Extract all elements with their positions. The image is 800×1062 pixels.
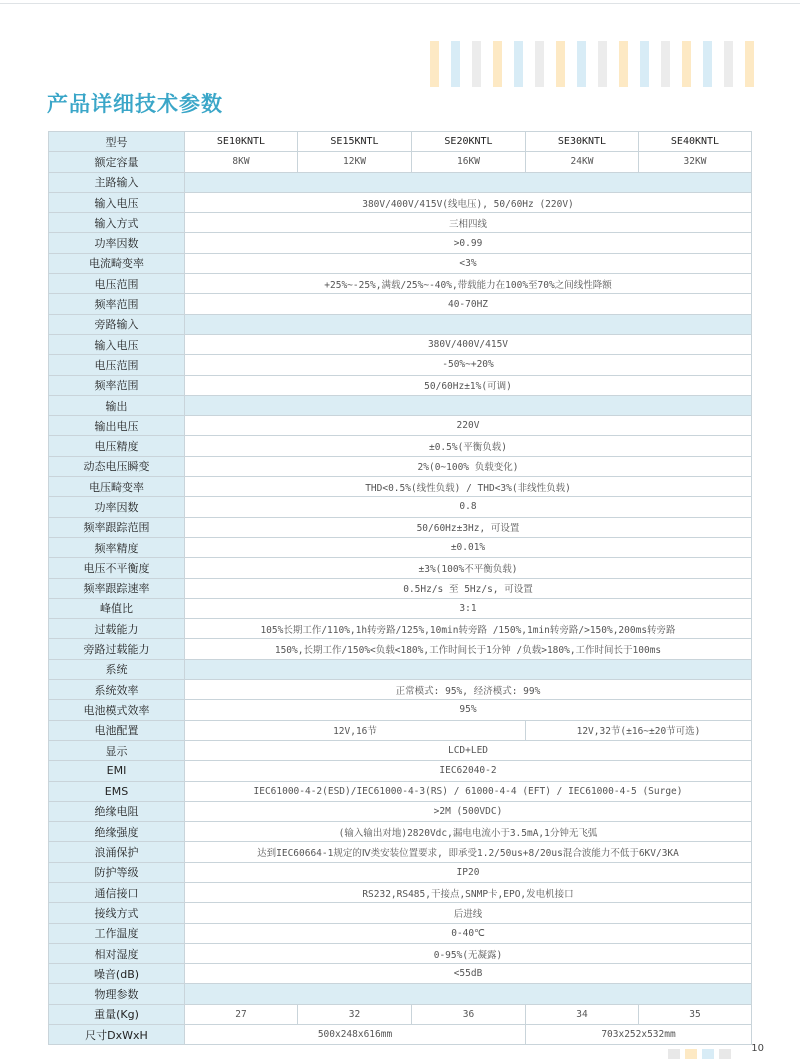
table-row	[49, 639, 752, 659]
stripe	[619, 41, 628, 87]
row-value: 50/60Hz±1%(可调)	[185, 375, 752, 395]
row-cell: 32KW	[639, 152, 752, 172]
table-row	[49, 192, 752, 212]
row-label: 接线方式	[49, 903, 185, 923]
row-value: 3:1	[185, 598, 752, 618]
table-row	[49, 233, 752, 253]
row-label: 电压精度	[49, 436, 185, 456]
row-value: LCD+LED	[185, 740, 752, 760]
row-label: 输出电压	[49, 416, 185, 436]
page-title: 产品详细技术参数	[47, 92, 223, 116]
section-title: 输出	[49, 395, 185, 415]
row-value: 后进线	[185, 903, 752, 923]
row-label: 电池配置	[49, 720, 185, 740]
footer-stripe	[668, 1049, 680, 1059]
row-value: 50/60Hz±3Hz, 可设置	[185, 517, 752, 537]
stripe	[661, 41, 670, 87]
row-value: 380V/400V/415V	[185, 334, 752, 354]
table-row	[49, 375, 752, 395]
row-label: 工作温度	[49, 923, 185, 943]
row-cell: 27	[185, 1004, 298, 1024]
row-label: 电压范围	[49, 274, 185, 294]
row-cell: 12KW	[298, 152, 412, 172]
row-value: (输入输出对地)2820Vdc,漏电电流小于3.5mA,1分钟无飞弧	[185, 822, 752, 842]
table-row	[49, 964, 752, 984]
row-value: IP20	[185, 862, 752, 882]
row-value: ±3%(100%不平衡负载)	[185, 558, 752, 578]
page-number: 10	[751, 1043, 764, 1054]
row-value: >2M (500VDC)	[185, 801, 752, 821]
footer-stripes	[668, 1049, 736, 1059]
row-label: 显示	[49, 740, 185, 760]
row-cell: 500x248x616mm	[185, 1025, 526, 1045]
footer-stripe	[685, 1049, 697, 1059]
row-label: 电流畸变率	[49, 253, 185, 273]
table-row	[49, 1025, 752, 1045]
row-value: <3%	[185, 253, 752, 273]
row-label: 频率范围	[49, 294, 185, 314]
row-value: >0.99	[185, 233, 752, 253]
row-cell: 12V,32节(±16~±20节可选)	[526, 720, 752, 740]
row-cell: 16KW	[412, 152, 526, 172]
column-header-label: 型号	[49, 132, 185, 152]
stripe	[703, 41, 712, 87]
row-value: 105%长期工作/110%,1h转旁路/125%,10min转旁路 /150%,1min转旁路/>150%,200ms转旁路	[185, 619, 752, 639]
row-label: 相对湿度	[49, 943, 185, 963]
stripe	[514, 41, 523, 87]
model-header: SE10KNTL	[185, 132, 298, 152]
section-row	[49, 395, 752, 415]
row-label: 电压范围	[49, 355, 185, 375]
stripe	[724, 41, 733, 87]
section-row	[49, 314, 752, 334]
section-fill	[185, 984, 752, 1004]
table-row	[49, 822, 752, 842]
table-row	[49, 416, 752, 436]
row-label: 频率跟踪范围	[49, 517, 185, 537]
table-row	[49, 456, 752, 476]
row-cell: 35	[639, 1004, 752, 1024]
table-row	[49, 497, 752, 517]
row-value: <55dB	[185, 964, 752, 984]
row-cell: 8KW	[185, 152, 298, 172]
row-value: 150%,长期工作/150%<负载<180%,工作时间长于1分钟 /负载>180%,工作时间长于100ms	[185, 639, 752, 659]
row-label: 功率因数	[49, 233, 185, 253]
table-row	[49, 334, 752, 354]
table-row	[49, 517, 752, 537]
section-fill	[185, 314, 752, 334]
row-cell: 36	[412, 1004, 526, 1024]
table-header-row	[49, 132, 752, 152]
row-cell: 12V,16节	[185, 720, 526, 740]
section-row	[49, 659, 752, 679]
row-cell: 24KW	[526, 152, 639, 172]
table-row	[49, 903, 752, 923]
table-row	[49, 558, 752, 578]
row-label: 绝缘电阻	[49, 801, 185, 821]
row-value: 380V/400V/415V(线电压), 50/60Hz (220V)	[185, 192, 752, 212]
table-row	[49, 213, 752, 233]
section-fill	[185, 172, 752, 192]
table-row	[49, 578, 752, 598]
row-label: 动态电压瞬变	[49, 456, 185, 476]
row-label: 旁路过载能力	[49, 639, 185, 659]
row-label: 噪音(dB)	[49, 964, 185, 984]
row-value: 达到IEC60664-1规定的Ⅳ类安装位置要求, 即承受1.2/50us+8/20us混合波能力不低于6KV/3KA	[185, 842, 752, 862]
table-row	[49, 152, 752, 172]
stripe	[535, 41, 544, 87]
table-row	[49, 598, 752, 618]
table-row	[49, 700, 752, 720]
section-row	[49, 984, 752, 1004]
row-value: ±0.01%	[185, 537, 752, 557]
stripe	[493, 41, 502, 87]
row-label: 电池模式效率	[49, 700, 185, 720]
row-label: 额定容量	[49, 152, 185, 172]
table-row	[49, 862, 752, 882]
row-cell: 32	[298, 1004, 412, 1024]
model-header: SE40KNTL	[639, 132, 752, 152]
row-label: 峰值比	[49, 598, 185, 618]
stripe	[745, 41, 754, 87]
model-header: SE20KNTL	[412, 132, 526, 152]
section-row	[49, 172, 752, 192]
row-value: 0.5Hz/s 至 5Hz/s, 可设置	[185, 578, 752, 598]
table-row	[49, 294, 752, 314]
stripe	[556, 41, 565, 87]
row-value: 95%	[185, 700, 752, 720]
row-label: 频率跟踪速率	[49, 578, 185, 598]
row-value: 正常模式: 95%, 经济模式: 99%	[185, 680, 752, 700]
row-label: 功率因数	[49, 497, 185, 517]
row-label: 过载能力	[49, 619, 185, 639]
table-row	[49, 1004, 752, 1024]
row-label: 通信接口	[49, 882, 185, 902]
table-row	[49, 619, 752, 639]
table-row	[49, 740, 752, 760]
row-label: 输入方式	[49, 213, 185, 233]
stripe	[451, 41, 460, 87]
table-row	[49, 537, 752, 557]
row-value: IEC61000-4-2(ESD)/IEC61000-4-3(RS) / 61000-4-4 (EFT) / IEC61000-4-5 (Surge)	[185, 781, 752, 801]
row-label: 系统效率	[49, 680, 185, 700]
footer-stripe	[719, 1049, 731, 1059]
decorative-stripes	[430, 41, 766, 87]
row-label: 输入电压	[49, 334, 185, 354]
row-label: EMI	[49, 761, 185, 781]
row-value: +25%~-25%,满载/25%~-40%,带载能力在100%至70%之间线性降额	[185, 274, 752, 294]
section-title: 主路输入	[49, 172, 185, 192]
row-value: 0.8	[185, 497, 752, 517]
stripe	[430, 41, 439, 87]
model-header: SE30KNTL	[526, 132, 639, 152]
row-value: 40-70HZ	[185, 294, 752, 314]
row-cell: 34	[526, 1004, 639, 1024]
row-value: 220V	[185, 416, 752, 436]
table-row	[49, 761, 752, 781]
row-label: 电压不平衡度	[49, 558, 185, 578]
table-row	[49, 680, 752, 700]
table-row	[49, 477, 752, 497]
table-row	[49, 253, 752, 273]
row-label: 电压畸变率	[49, 477, 185, 497]
stripe	[472, 41, 481, 87]
table-row	[49, 781, 752, 801]
top-divider	[0, 3, 800, 4]
row-value: 0-95%(无凝露)	[185, 943, 752, 963]
row-cell: 703x252x532mm	[526, 1025, 752, 1045]
row-value: 0-40℃	[185, 923, 752, 943]
section-fill	[185, 659, 752, 679]
row-label: 输入电压	[49, 192, 185, 212]
row-value: -50%~+20%	[185, 355, 752, 375]
table-row	[49, 436, 752, 456]
row-label: 频率范围	[49, 375, 185, 395]
table-row	[49, 720, 752, 740]
section-title: 旁路输入	[49, 314, 185, 334]
row-value: RS232,RS485,干接点,SNMP卡,EPO,发电机接口	[185, 882, 752, 902]
table-row	[49, 923, 752, 943]
section-fill	[185, 395, 752, 415]
table-row	[49, 274, 752, 294]
section-title: 系统	[49, 659, 185, 679]
table-row	[49, 882, 752, 902]
row-label: EMS	[49, 781, 185, 801]
footer-stripe	[702, 1049, 714, 1059]
row-value: 2%(0~100% 负载变化)	[185, 456, 752, 476]
row-label: 绝缘强度	[49, 822, 185, 842]
stripe	[598, 41, 607, 87]
spec-table	[48, 131, 752, 1045]
row-value: ±0.5%(平衡负载)	[185, 436, 752, 456]
row-value: THD<0.5%(线性负载) / THD<3%(非线性负载)	[185, 477, 752, 497]
table-row	[49, 943, 752, 963]
row-label: 频率精度	[49, 537, 185, 557]
stripe	[640, 41, 649, 87]
row-label: 尺寸DxWxH	[49, 1025, 185, 1045]
row-label: 浪涌保护	[49, 842, 185, 862]
model-header: SE15KNTL	[298, 132, 412, 152]
row-label: 防护等级	[49, 862, 185, 882]
stripe	[682, 41, 691, 87]
table-row	[49, 842, 752, 862]
stripe	[577, 41, 586, 87]
table-row	[49, 801, 752, 821]
row-label: 重量(Kg)	[49, 1004, 185, 1024]
table-row	[49, 355, 752, 375]
row-value: 三相四线	[185, 213, 752, 233]
row-value: IEC62040-2	[185, 761, 752, 781]
section-title: 物理参数	[49, 984, 185, 1004]
